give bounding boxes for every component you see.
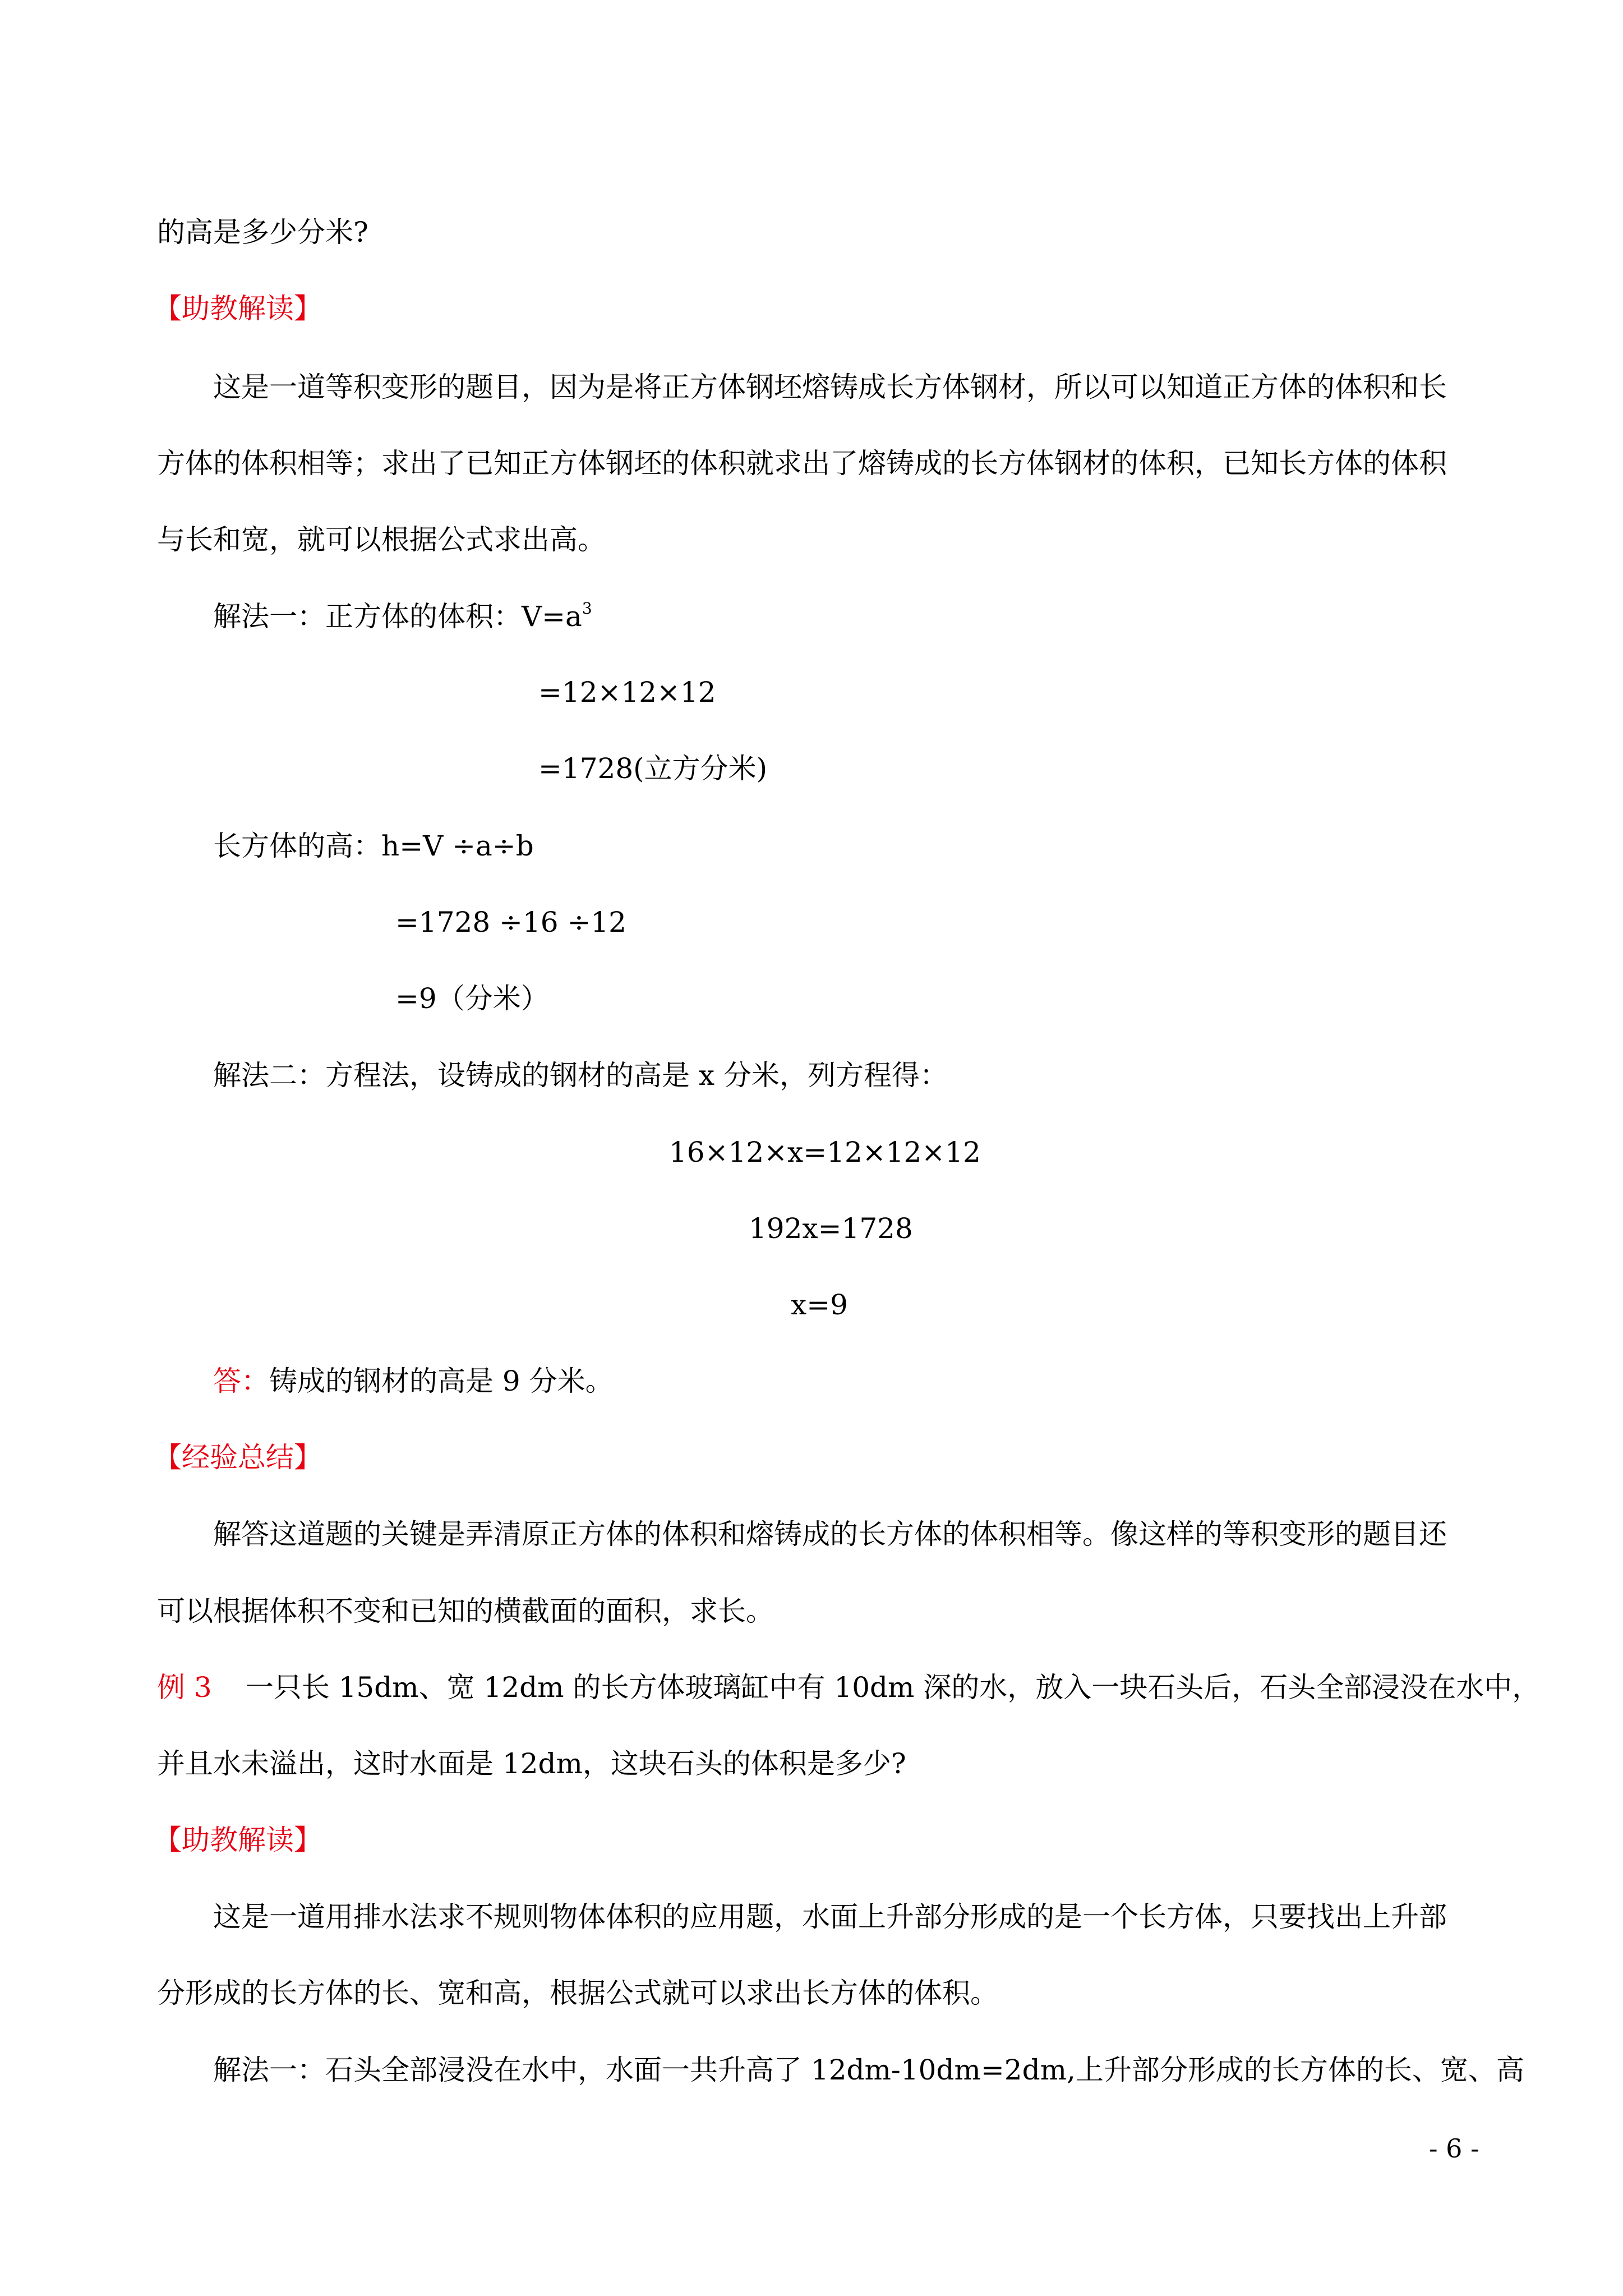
cuboid-height-formula: 长方体的高：h=V ÷a÷b <box>213 830 534 862</box>
example-text: 一只长 15dm、宽 12dm 的长方体玻璃缸中有 10dm 深的水，放入一块石头后，石头全部浸没在水中， <box>245 1671 1541 1704</box>
equation-step: =1728 ÷16 ÷12 <box>395 906 626 938</box>
superscript: 3 <box>582 599 592 618</box>
section-heading-experience-summary: 【经验总结】 <box>154 1441 322 1474</box>
paragraph-line: 并且水未溢出，这时水面是 12dm，这块石头的体积是多少? <box>157 1747 906 1780</box>
solution-1-cube-volume <box>213 599 592 634</box>
section-heading-tutor-analysis-2: 【助教解读】 <box>154 1824 322 1856</box>
answer-line <box>213 1363 614 1399</box>
page-number: - 6 - <box>1429 2133 1479 2164</box>
formula-text: 解法一：正方体的体积：V=a <box>213 600 582 633</box>
equation-step: =1728(立方分米) <box>538 752 768 785</box>
text-line-1: 的高是多少分米? <box>157 216 368 249</box>
paragraph-line: 解法一：石头全部浸没在水中，水面一共升高了 12dm-10dm=2dm,上升部分形成的长方体的长、宽、高 <box>213 2054 1524 2086</box>
solution-2-intro: 解法二：方程法，设铸成的钢材的高是 x 分米，列方程得： <box>213 1059 948 1092</box>
paragraph-line: 方体的体积相等；求出了已知正方体钢坯的体积就求出了熔铸成的长方体钢材的体积，已知长方体的体积 <box>157 447 1447 480</box>
equation-step: =12×12×12 <box>538 676 716 708</box>
paragraph-line: 这是一道等积变形的题目，因为是将正方体钢坯熔铸成长方体钢材，所以可以知道正方体的体积和长 <box>213 371 1447 403</box>
equation-step: =9（分米） <box>395 982 549 1015</box>
equation-centered: 192x=1728 <box>749 1212 913 1245</box>
answer-label: 答： <box>213 1365 269 1397</box>
paragraph-line: 解答这道题的关键是弄清原正方体的体积和熔铸成的长方体的体积相等。像这样的等积变形的题目还 <box>213 1518 1447 1550</box>
paragraph-line: 与长和宽，就可以根据公式求出高。 <box>157 523 606 556</box>
section-heading-tutor-analysis: 【助教解读】 <box>154 292 322 325</box>
paragraph-line: 这是一道用排水法求不规则物体体积的应用题，水面上升部分形成的是一个长方体，只要找出上升部 <box>213 1901 1447 1933</box>
equation-centered: 16×12×x=12×12×12 <box>669 1136 981 1168</box>
example-3-line <box>157 1669 1540 1705</box>
equation-centered: x=9 <box>791 1289 848 1321</box>
paragraph-line: 可以根据体积不变和已知的横截面的面积，求长。 <box>157 1595 774 1627</box>
paragraph-line: 分形成的长方体的长、宽和高，根据公式就可以求出长方体的体积。 <box>157 1977 998 2009</box>
answer-text: 铸成的钢材的高是 9 分米。 <box>269 1365 614 1397</box>
example-label: 例 3 <box>157 1671 212 1704</box>
